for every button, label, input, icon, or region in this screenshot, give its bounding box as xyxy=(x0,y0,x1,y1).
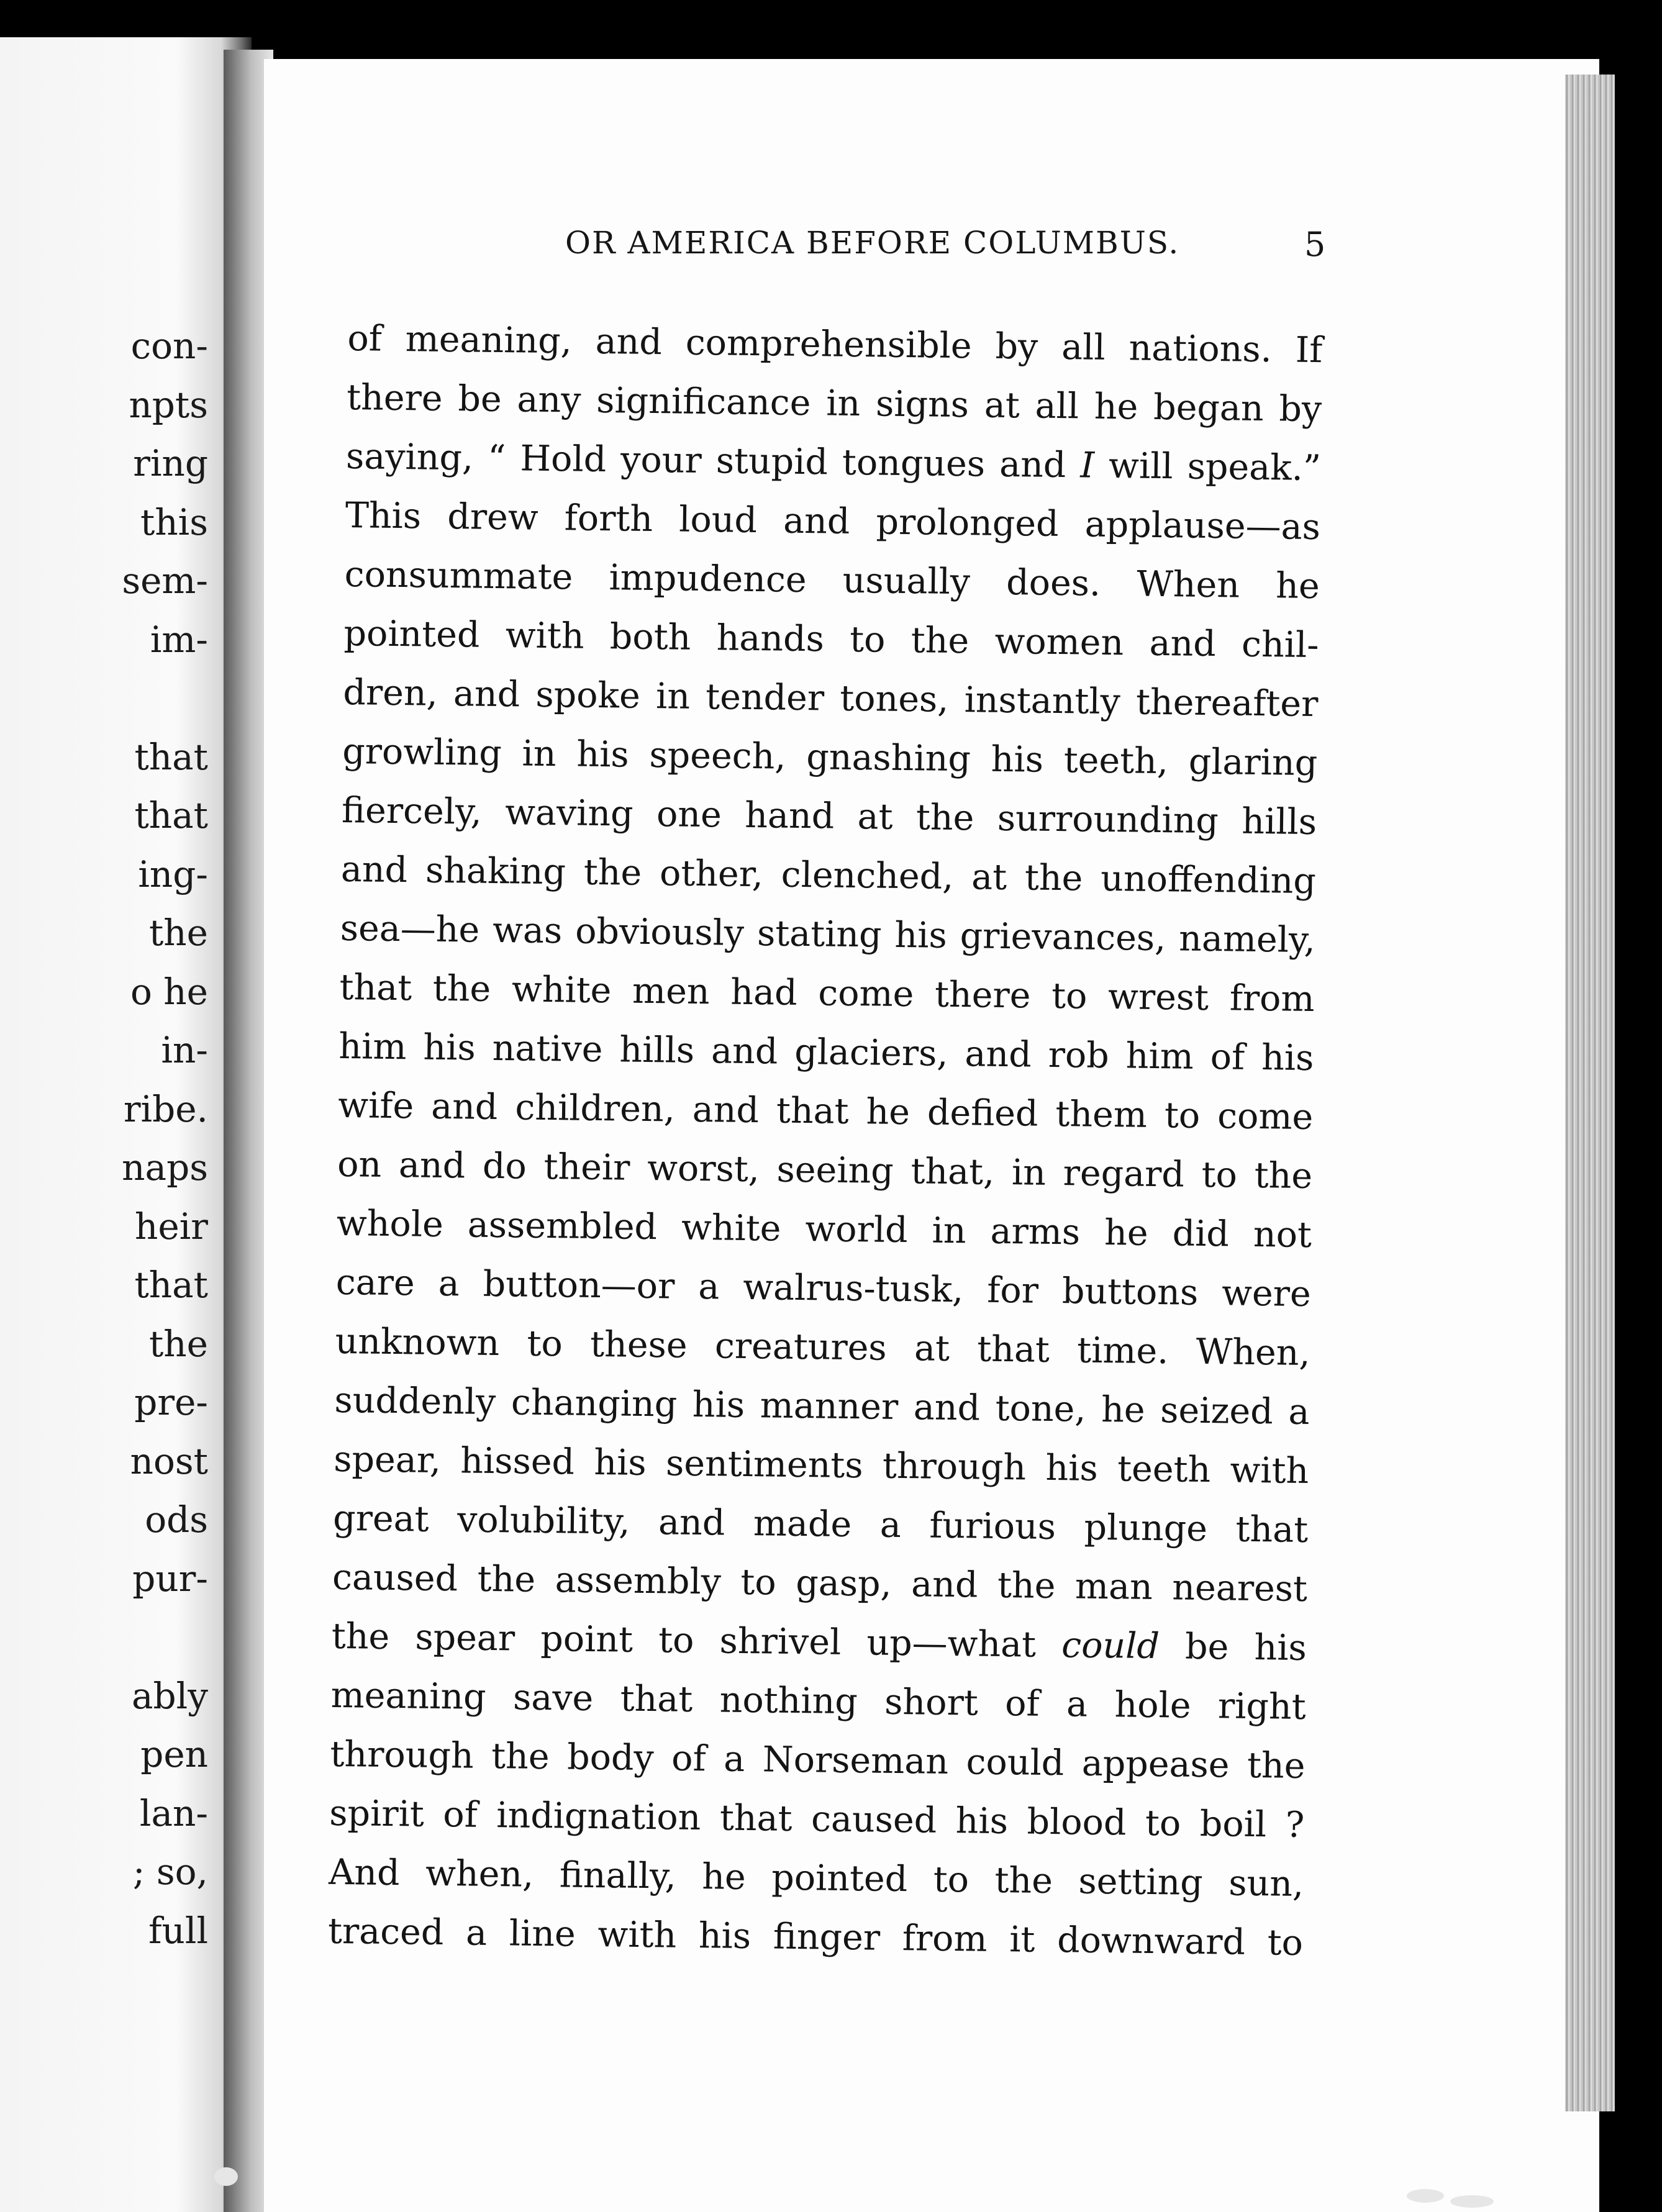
dust-speck xyxy=(214,2167,238,2186)
previous-page xyxy=(0,37,252,2212)
previous-page-line-fragment: the xyxy=(149,1322,208,1365)
text-line: saying, “ Hold your stupid tongues and I will speak.” xyxy=(345,435,1322,489)
text-line: fiercely, waving one hand at the surrounding hills xyxy=(341,789,1317,843)
text-line: consummate impudence usually does. When he xyxy=(344,553,1320,607)
text-line: traced a line with his finger from it downward to xyxy=(327,1910,1304,1964)
text-line: there be any significance in signs at all he began by xyxy=(346,376,1322,430)
text-line: spirit of indignation that caused his blood to boil ? xyxy=(329,1792,1305,1846)
text-line: spear, hissed his sentiments through his teeth with xyxy=(333,1438,1309,1492)
text-line: unknown to these creatures at that time. When, xyxy=(335,1320,1310,1374)
previous-page-line-fragment: ods xyxy=(145,1498,208,1541)
previous-page-line-fragment: ribe. xyxy=(123,1087,208,1130)
text-line: and shaking the other, clenched, at the unoffending xyxy=(340,848,1317,902)
text-line: great volubility, and made a furious plunge that xyxy=(332,1497,1309,1551)
text-line: of meaning, and comprehensible by all nations. If xyxy=(347,317,1323,371)
dust-speck xyxy=(1407,2189,1444,2203)
text-line: him his native hills and glaciers, and rob him of his xyxy=(338,1025,1314,1079)
previous-page-line-fragment: sem- xyxy=(122,560,208,602)
text-line: And when, finally, he pointed to the setting sun, xyxy=(328,1851,1304,1905)
text-line: dren, and spoke in tender tones, instantly thereafter xyxy=(343,671,1319,725)
previous-page-line-fragment: naps xyxy=(122,1146,208,1189)
previous-page-line-fragment: im- xyxy=(150,618,208,661)
previous-page-line-fragment: npts xyxy=(129,383,208,426)
previous-page-line-fragment: that xyxy=(134,735,208,778)
text-line: the spear point to shrivel up—what could be his xyxy=(331,1615,1307,1669)
previous-page-line-fragment: the xyxy=(149,912,208,954)
previous-page-line-fragments xyxy=(122,317,208,1960)
previous-page-line-fragment: full xyxy=(148,1909,208,1952)
previous-page-line-fragment xyxy=(122,669,208,728)
previous-page-line-fragment: that xyxy=(134,794,208,836)
text-line: growling in his speech, gnashing his teeth, glaring xyxy=(342,730,1318,784)
previous-page-line-fragment: o he xyxy=(130,970,208,1013)
text-line: pointed with both hands to the women and chil- xyxy=(343,612,1319,666)
previous-page-line-fragment: con- xyxy=(130,325,208,367)
page-number: 5 xyxy=(1304,225,1326,264)
previous-page-line-fragment: ring xyxy=(133,442,208,484)
text-line: caused the assembly to gasp, and the man nearest xyxy=(332,1556,1308,1610)
text-line: care a button—or a walrus-tusk, for buttons were xyxy=(335,1261,1312,1315)
page-edges xyxy=(1565,75,1615,2111)
emphasis: I xyxy=(1080,445,1095,486)
previous-page-line-fragment: ; so, xyxy=(132,1851,208,1893)
previous-page-line-fragment: heir xyxy=(135,1205,208,1248)
previous-page-line-fragment: nost xyxy=(130,1439,208,1482)
text-line: meaning save that nothing short of a hole right xyxy=(330,1674,1307,1728)
text-line: whole assembled white world in arms he did not xyxy=(336,1202,1312,1256)
previous-page-line-fragment: lan- xyxy=(139,1792,208,1834)
text-line: through the body of a Norseman could appease the xyxy=(330,1733,1306,1787)
body-text xyxy=(328,309,1323,1973)
previous-page-line-fragment: pre- xyxy=(134,1381,208,1423)
previous-page-line-fragment: this xyxy=(140,501,208,543)
running-head: OR AMERICA BEFORE COLUMBUS. xyxy=(565,225,1180,261)
previous-page-line-fragment: pur- xyxy=(132,1557,208,1600)
text-line: on and do their worst, seeing that, in regard to the xyxy=(337,1143,1313,1197)
emphasis: could xyxy=(1061,1625,1160,1667)
text-line: suddenly changing his manner and tone, he seized a xyxy=(334,1379,1310,1433)
text-line: that the white men had come there to wrest from xyxy=(339,966,1315,1020)
text-line: sea—he was obviously stating his grievances, namely, xyxy=(340,907,1316,961)
previous-page-line-fragment: ably xyxy=(131,1674,208,1717)
text-line: This drew forth loud and prolonged applause—as xyxy=(345,494,1321,548)
previous-page-line-fragment: in- xyxy=(161,1029,208,1071)
previous-page-line-fragment: that xyxy=(134,1264,208,1306)
previous-page-line-fragment: pen xyxy=(140,1733,208,1775)
dust-speck xyxy=(1450,2195,1494,2208)
text-line: wife and children, and that he defied them to come xyxy=(337,1084,1314,1138)
previous-page-line-fragment: ing- xyxy=(138,853,208,895)
previous-page-line-fragment xyxy=(122,1608,208,1667)
